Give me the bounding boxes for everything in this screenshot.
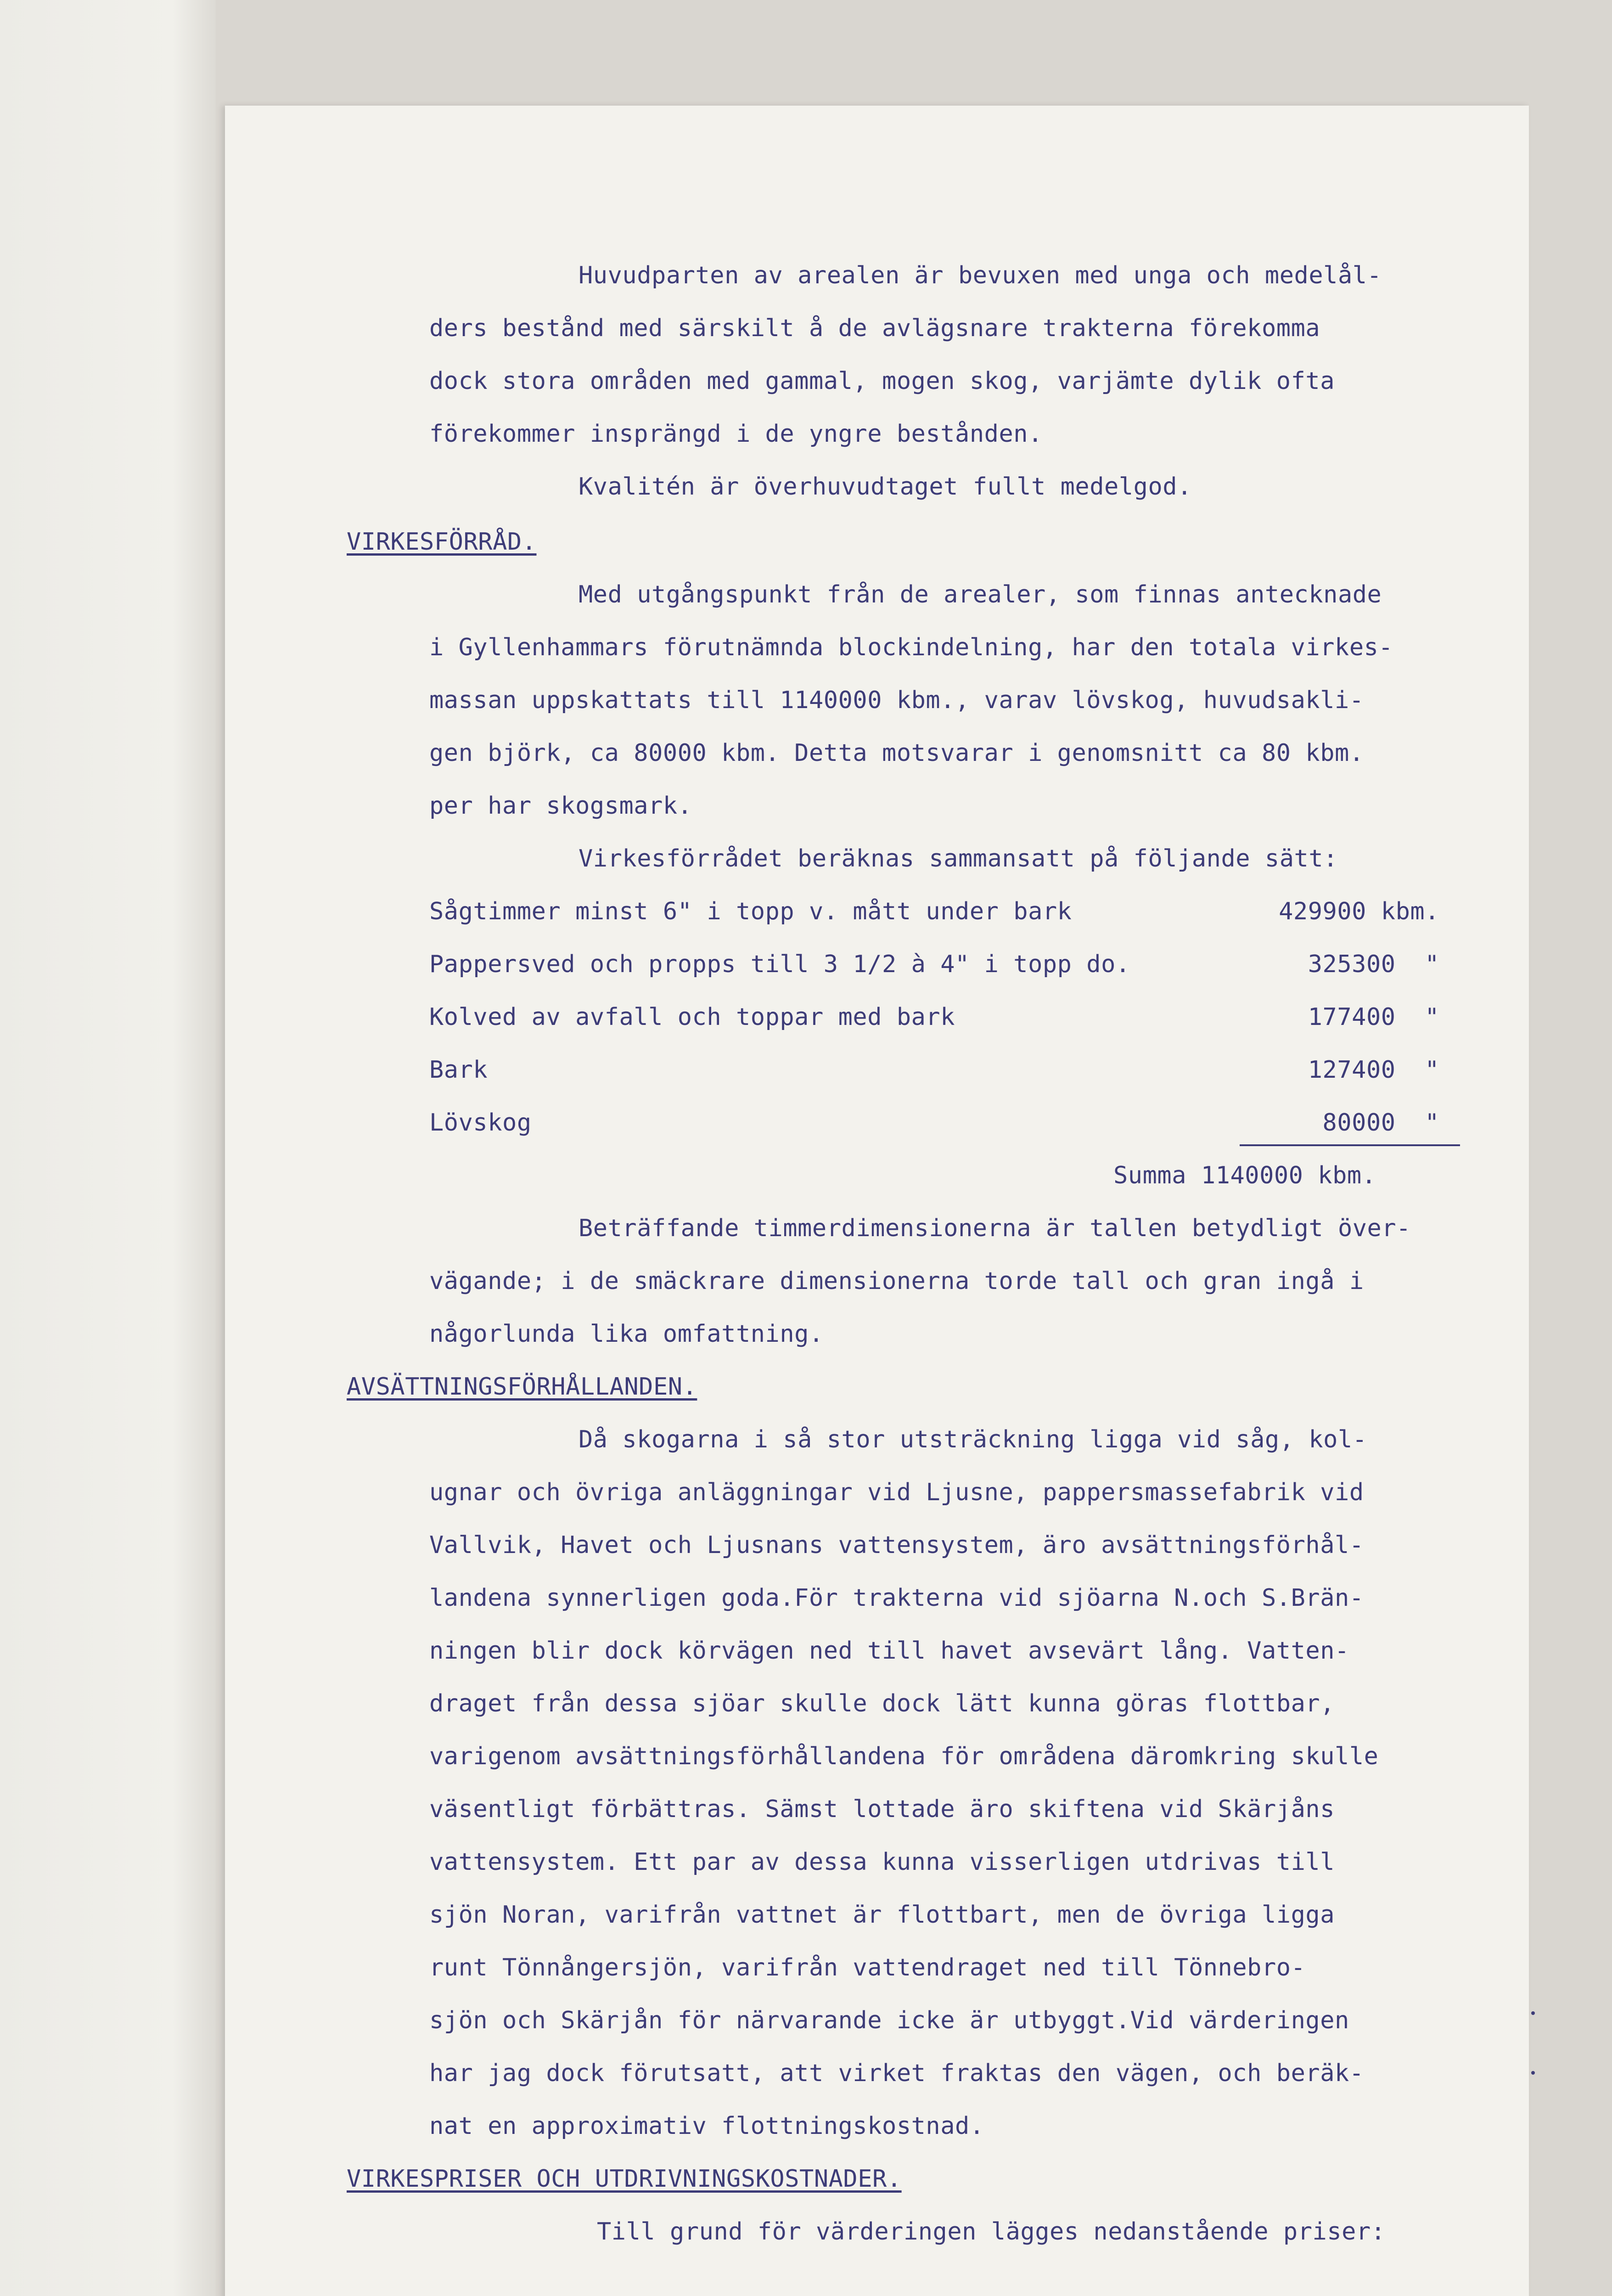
vf-line-1: Med utgångspunkt från de arealer, som finnas antecknade [579,581,1382,608]
av-line-11: runt Tönnångersjön, varifrån vattendraget ned till Tönnebro- [429,1954,1306,1981]
av-line-12: sjön och Skärjån för närvarande icke är utbyggt.Vid värderingen [429,2007,1349,2034]
table-row [429,1056,1439,1088]
row-value: 80000 " [1322,1109,1439,1137]
p1-line-4: förekommer insprängd i de yngre bestånden. [429,420,1043,448]
p1-line-2: ders bestånd med särskilt å de avlägsnare trakterna förekomma [429,315,1320,342]
margin-mark [1531,2071,1535,2075]
table-row [429,951,1439,983]
av-line-9: vattensystem. Ett par av dessa kunna visserligen utdrivas till [429,1848,1335,1876]
row-label: Sågtimmer minst 6" i topp v. mått under bark [429,898,1072,925]
heading-avsattning: AVSÄTTNINGSFÖRHÅLLANDEN. [347,1373,697,1401]
vf-line-3: massan uppskattats till 1140000 kbm., varav lövskog, huvudsakli- [429,687,1364,714]
vf2-line-3: någorlunda lika omfattning. [429,1320,824,1348]
row-label: Bark [429,1056,488,1084]
row-value: 429900 kbm. [1279,898,1439,925]
vf2-line-2: vägande; i de smäckrare dimensionerna torde tall och gran ingå i [429,1267,1364,1295]
vf2-line-1: Beträffande timmerdimensionerna är tallen betydligt över- [579,1215,1411,1242]
sum-underline [1240,1144,1460,1146]
vf-line-4: gen björk, ca 80000 kbm. Detta motsvarar i genomsnitt ca 80 kbm. [429,739,1364,767]
av-line-10: sjön Noran, varifrån vattnet är flottbart, men de övriga ligga [429,1901,1335,1929]
av-line-13: har jag dock förutsatt, att virket fraktas den vägen, och beräk- [429,2060,1364,2087]
av-line-3: Vallvik, Havet och Ljusnans vattensystem, äro avsättningsförhål- [429,1531,1364,1559]
av-line-14: nat en approximativ flottningskostnad. [429,2112,984,2140]
bleed-through-text [0,0,216,2296]
heading-virkespriser: VIRKESPRISER OCH UTDRIVNINGSKOSTNADER. [347,2165,902,2193]
document-page [225,106,1529,2296]
p1-line-3: dock stora områden med gammal, mogen skog, varjämte dylik ofta [429,367,1335,395]
table-row [429,1003,1439,1035]
row-label: Kolved av avfall och toppar med bark [429,1003,955,1031]
vp-line-1: Till grund för värderingen lägges nedanstående priser: [597,2218,1386,2245]
row-label: Pappersved och propps till 3 1/2 à 4" i topp do. [429,951,1130,978]
vf-intro: Virkesförrådet beräknas sammansatt på följande sätt: [579,845,1338,872]
vf-line-2: i Gyllenhammars förutnämnda blockindelning, har den totala virkes- [429,634,1393,661]
row-value: 127400 " [1308,1056,1439,1084]
table-row [429,898,1439,930]
row-value: 325300 " [1308,951,1439,978]
av-line-4: landena synnerligen goda.För trakterna vid sjöarna N.och S.Brän- [429,1584,1364,1612]
av-line-6: draget från dessa sjöar skulle dock lätt kunna göras flottbar, [429,1690,1335,1717]
row-label: Lövskog [429,1109,532,1137]
av-line-1: Då skogarna i så stor utsträckning ligga vid såg, kol- [579,1426,1367,1453]
av-line-7: varigenom avsättningsförhållandena för områdena däromkring skulle [429,1743,1379,1770]
sum-line: Summa 1140000 kbm. [1113,1162,1376,1189]
heading-virkesforrad: VIRKESFÖRRÅD. [347,528,537,556]
row-value: 177400 " [1308,1003,1439,1031]
av-line-2: ugnar och övriga anläggningar vid Ljusne, pappersmassefabrik vid [429,1479,1364,1506]
margin-mark [1531,2011,1535,2015]
av-line-8: väsentligt förbättras. Sämst lottade äro skiftena vid Skärjåns [429,1795,1335,1823]
table-row [429,1109,1439,1141]
p1-line-1: Huvudparten av arealen är bevuxen med unga och medelål- [579,262,1382,289]
av-line-5: ningen blir dock körvägen ned till havet avsevärt lång. Vatten- [429,1637,1349,1665]
p2-line: Kvalitén är överhuvudtaget fullt medelgod. [579,473,1192,501]
document-body [225,106,1529,2296]
vf-line-5: per har skogsmark. [429,792,692,820]
